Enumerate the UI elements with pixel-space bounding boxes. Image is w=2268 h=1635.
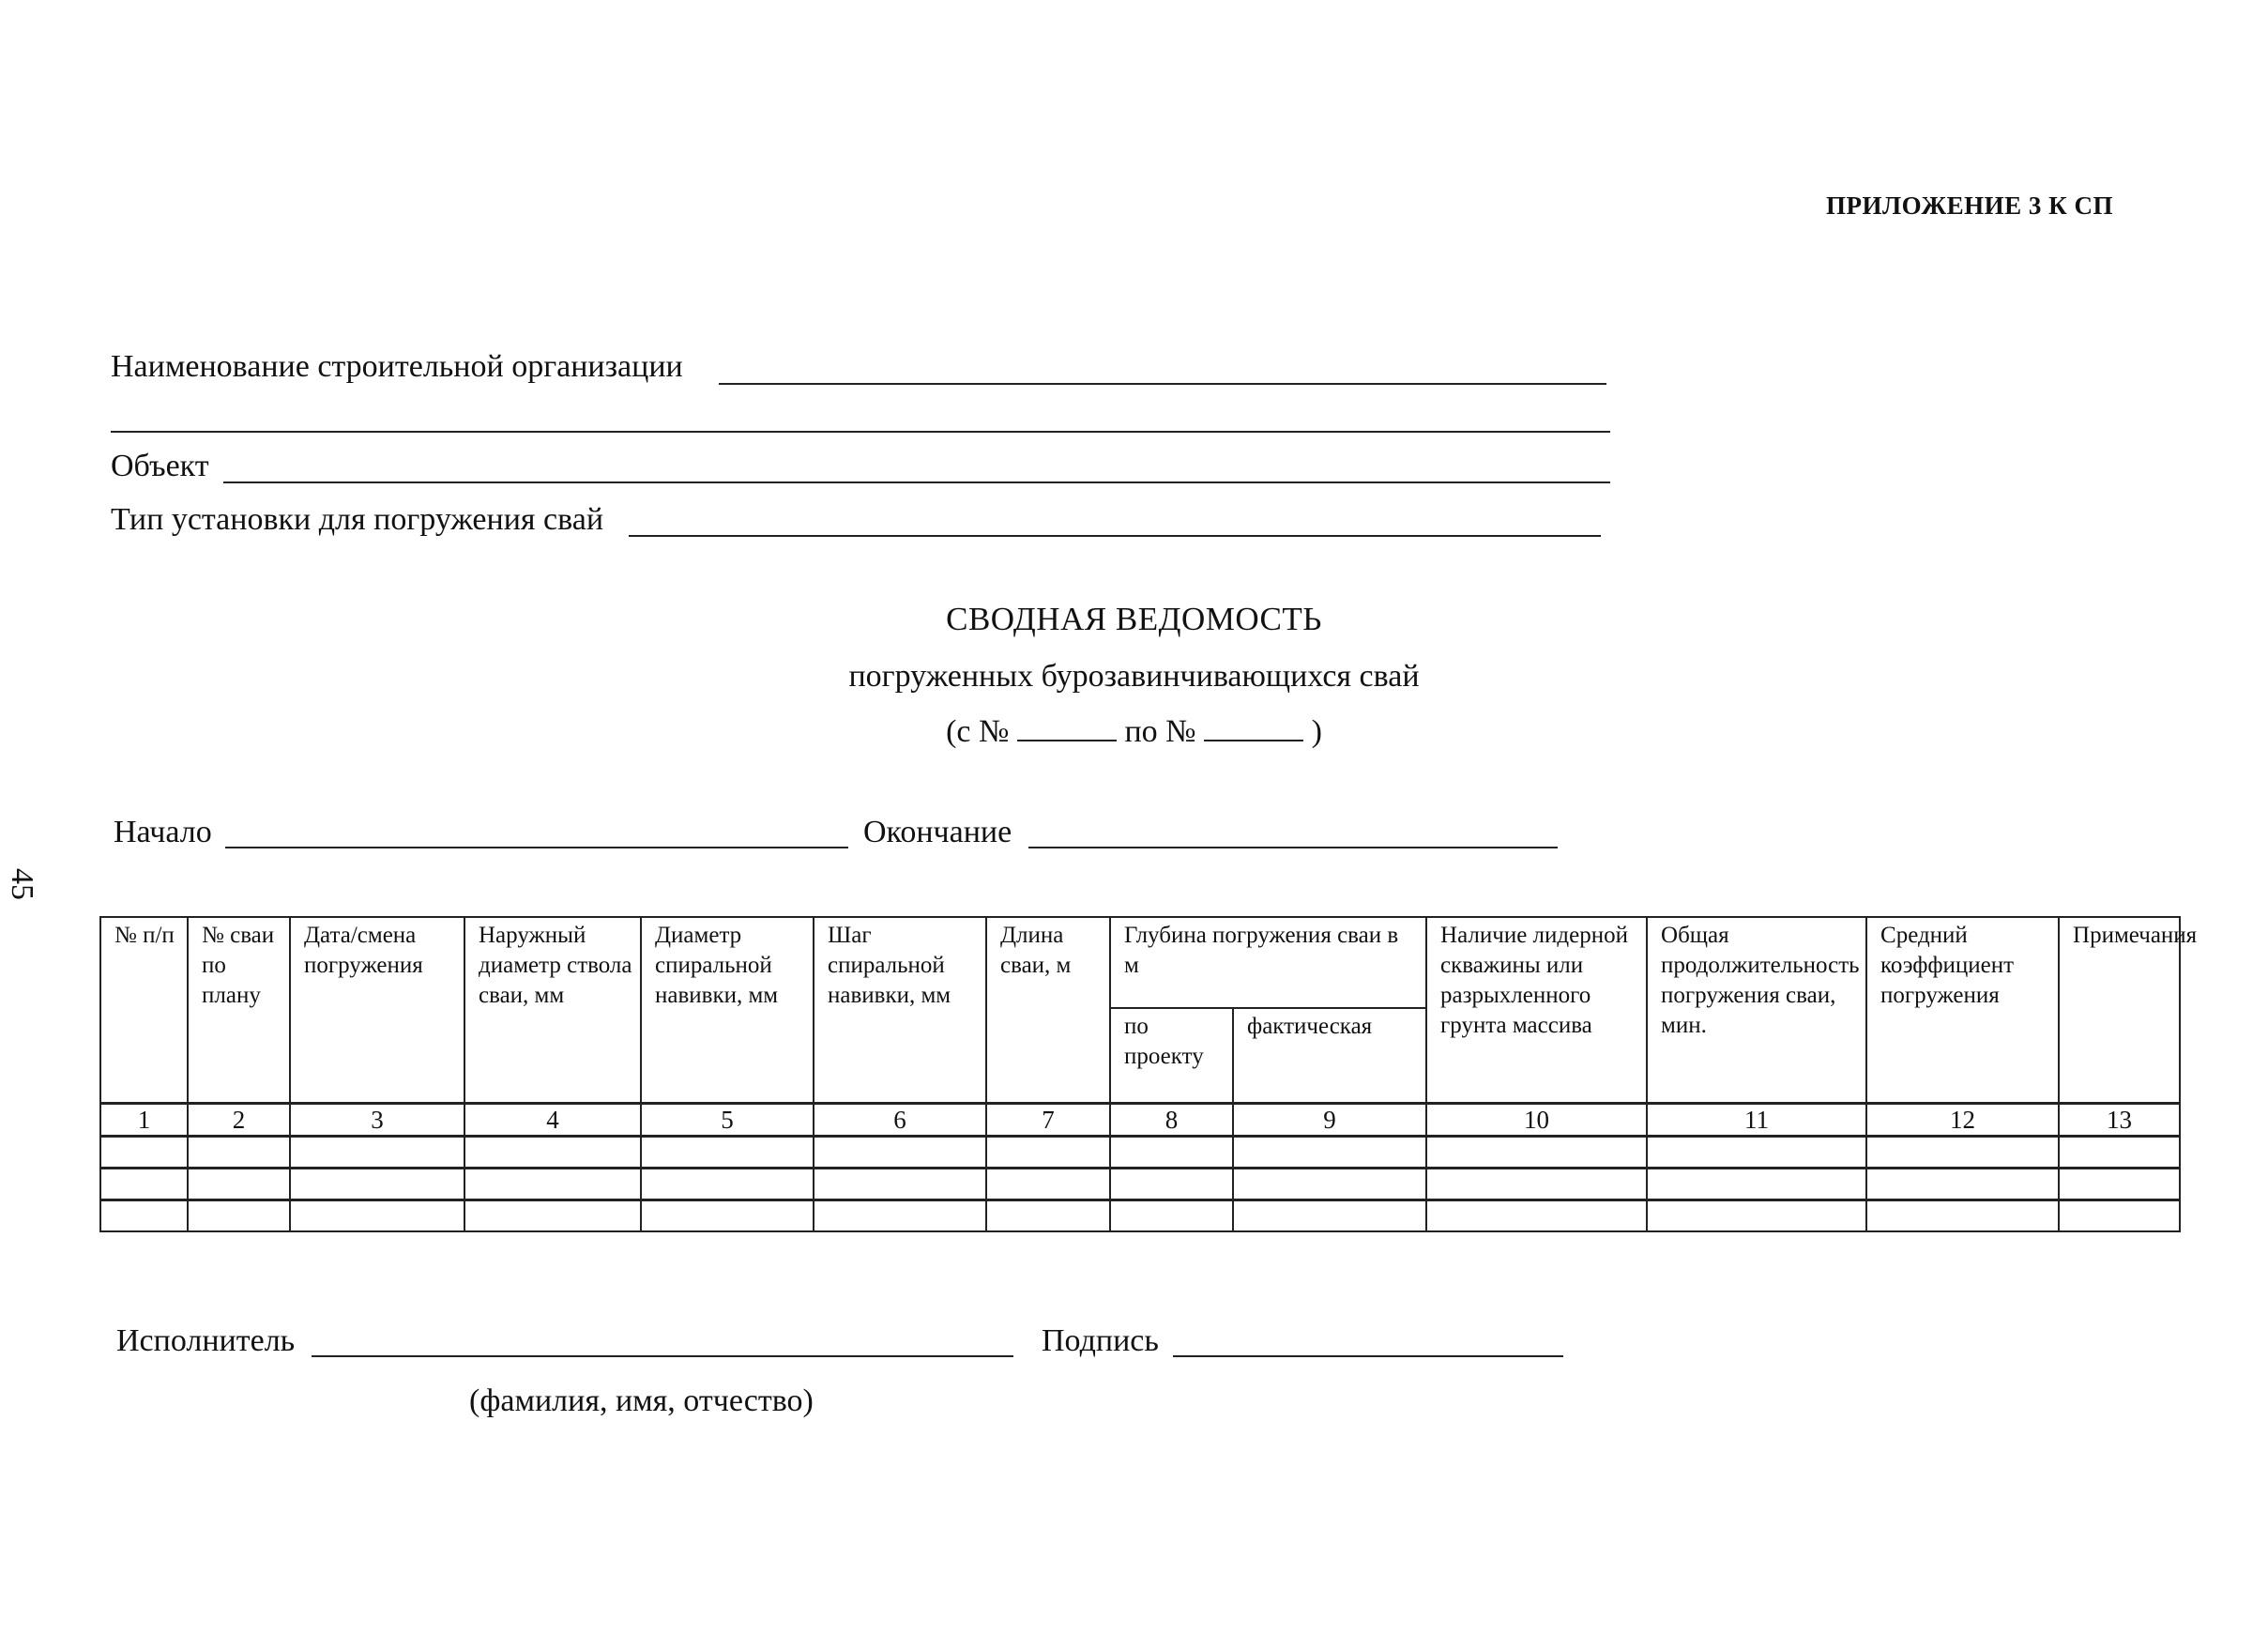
column-number: 12 <box>1866 1104 2059 1137</box>
table-row <box>100 1137 2180 1169</box>
table-cell[interactable] <box>100 1169 188 1200</box>
column-number: 13 <box>2059 1104 2180 1137</box>
organization-field[interactable] <box>719 383 1606 385</box>
table-cell[interactable] <box>464 1169 641 1200</box>
table-row <box>100 1169 2180 1200</box>
table-cell[interactable] <box>188 1169 290 1200</box>
column-number-row <box>100 1104 2180 1137</box>
pile-summary-table <box>99 916 2198 1232</box>
table-cell[interactable] <box>1110 1200 1233 1232</box>
table-cell[interactable] <box>814 1137 986 1169</box>
header-pilot-hole: Наличие лидерной скважины или разрыхленного грунта массива <box>1426 917 1647 1104</box>
header-notes: Примечания <box>2059 917 2180 1104</box>
header-row-top <box>100 917 2180 1008</box>
table-cell[interactable] <box>1233 1137 1426 1169</box>
header-spiral-pitch: Шаг спиральной навивки, мм <box>814 917 986 1104</box>
range-close: ) <box>1311 714 1322 749</box>
header-date-shift: Дата/смена погружения <box>290 917 464 1104</box>
organization-field-line-2[interactable] <box>111 431 1610 433</box>
column-number: 4 <box>464 1104 641 1137</box>
header-avg-coefficient: Средний коэффициент погружения <box>1866 917 2059 1104</box>
column-number: 9 <box>1233 1104 1426 1137</box>
signature-field[interactable] <box>1173 1355 1563 1357</box>
header-depth-group: Глубина погружения сваи в м <box>1110 917 1426 1008</box>
table-cell[interactable] <box>100 1137 188 1169</box>
table-cell[interactable] <box>464 1137 641 1169</box>
executor-field[interactable] <box>312 1355 1013 1357</box>
column-number: 11 <box>1647 1104 1866 1137</box>
column-number: 7 <box>986 1104 1110 1137</box>
table-cell[interactable] <box>1866 1169 2059 1200</box>
organization-label: Наименование строительной организации <box>111 349 683 384</box>
table-cell[interactable] <box>641 1169 814 1200</box>
table-cell[interactable] <box>188 1137 290 1169</box>
header-spiral-diameter: Диаметр спиральной навивки, мм <box>641 917 814 1104</box>
column-number: 6 <box>814 1104 986 1137</box>
table-cell[interactable] <box>1647 1169 1866 1200</box>
table-cell[interactable] <box>188 1200 290 1232</box>
range-from-label: (с № <box>946 714 1010 749</box>
pile-range <box>0 713 2268 750</box>
table-cell[interactable] <box>464 1200 641 1232</box>
table-cell[interactable] <box>641 1200 814 1232</box>
range-to-field[interactable] <box>1204 713 1303 741</box>
rig-type-label: Тип установки для погружения свай <box>111 502 604 537</box>
table-cell[interactable] <box>1426 1200 1647 1232</box>
end-field[interactable] <box>1028 847 1558 848</box>
table-cell[interactable] <box>100 1200 188 1232</box>
header-depth-actual: фактическая <box>1233 1008 1426 1104</box>
header-depth-design: по проекту <box>1110 1008 1233 1104</box>
column-number: 8 <box>1110 1104 1233 1137</box>
table-cell[interactable] <box>1866 1200 2059 1232</box>
header-pile-length: Длина сваи, м <box>986 917 1110 1104</box>
table-cell[interactable] <box>1110 1169 1233 1200</box>
table-cell[interactable] <box>814 1169 986 1200</box>
table-cell[interactable] <box>1233 1169 1426 1200</box>
table-cell[interactable] <box>641 1137 814 1169</box>
column-number: 1 <box>100 1104 188 1137</box>
header-pile-number: № сваи по плану <box>188 917 290 1104</box>
table-cell[interactable] <box>1866 1137 2059 1169</box>
executor-name-hint: (фамилия, имя, отчество) <box>469 1383 814 1418</box>
table-cell[interactable] <box>814 1200 986 1232</box>
appendix-label: ПРИЛОЖЕНИЕ 3 К СП <box>1826 191 2113 220</box>
column-number: 3 <box>290 1104 464 1137</box>
table-cell[interactable] <box>1426 1137 1647 1169</box>
table-cell[interactable] <box>290 1137 464 1169</box>
table-cell[interactable] <box>2059 1200 2180 1232</box>
table-cell[interactable] <box>1233 1200 1426 1232</box>
start-field[interactable] <box>225 847 848 848</box>
header-number: № п/п <box>100 917 188 1104</box>
document-title: СВОДНАЯ ВЕДОМОСТЬ <box>946 601 1322 637</box>
table-cell[interactable] <box>986 1137 1110 1169</box>
table-cell[interactable] <box>2059 1137 2180 1169</box>
table-cell[interactable] <box>1110 1137 1233 1169</box>
object-label: Объект <box>111 449 209 483</box>
column-number: 5 <box>641 1104 814 1137</box>
signature-label: Подпись <box>1042 1323 1159 1358</box>
column-number: 2 <box>188 1104 290 1137</box>
table-cell[interactable] <box>290 1200 464 1232</box>
table-cell[interactable] <box>1647 1137 1866 1169</box>
table-cell[interactable] <box>290 1169 464 1200</box>
range-from-field[interactable] <box>1017 713 1117 741</box>
end-label: Окончание <box>863 815 1012 849</box>
range-to-label: по № <box>1124 714 1196 749</box>
table-cell[interactable] <box>1647 1200 1866 1232</box>
header-outer-diameter: Наружный диаметр ствола сваи, мм <box>464 917 641 1104</box>
executor-label: Исполнитель <box>116 1323 296 1358</box>
page-number: 45 <box>5 868 39 900</box>
start-label: Начало <box>114 815 212 849</box>
column-number: 10 <box>1426 1104 1647 1137</box>
header-total-duration: Общая продолжительность погружения сваи, мин. <box>1647 917 1866 1104</box>
table-cell[interactable] <box>986 1200 1110 1232</box>
table-cell[interactable] <box>2059 1169 2180 1200</box>
table-cell[interactable] <box>1426 1169 1647 1200</box>
document-subtitle: погруженных бурозавинчивающихся свай <box>848 659 1420 694</box>
table-cell[interactable] <box>986 1169 1110 1200</box>
rig-type-field[interactable] <box>629 535 1601 537</box>
object-field[interactable] <box>223 481 1610 483</box>
table-row <box>100 1200 2180 1232</box>
